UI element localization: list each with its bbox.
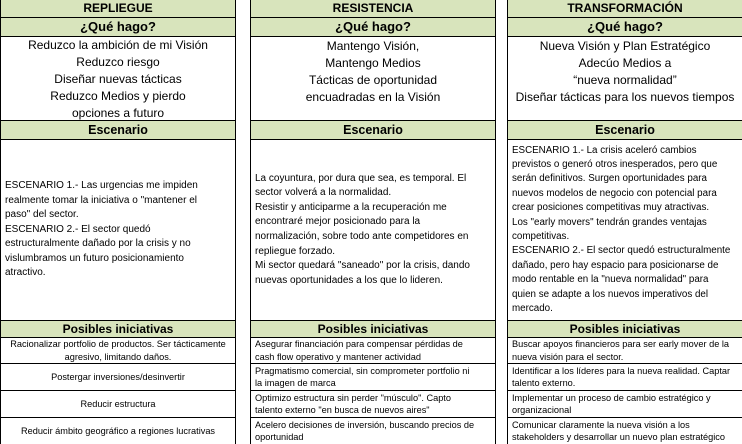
escenario-line: ESCENARIO 2.- El sector quedó (5, 223, 151, 235)
escenario-cell (1, 140, 235, 321)
iniciativa-row (251, 418, 495, 444)
que-hago-cell (1, 37, 235, 121)
iniciativa-line: Reducir ámbito geográfico a regiones lucrativas (20, 425, 216, 436)
que-hago-line: Tácticas de oportunidad (308, 73, 438, 87)
iniciativa-line: oportunidad (255, 432, 304, 442)
escenario-line: atractivo. (5, 267, 46, 279)
iniciativa-row (251, 391, 495, 418)
que-hago-line: Reduzco la ambición de mi Visión (28, 38, 208, 52)
escenario-line: nuevos modelos de negocio con potencial para (512, 187, 717, 199)
que-hago-line: Mantengo Medios (325, 56, 421, 70)
iniciativa-row (508, 418, 742, 444)
que-hago-line: Adecúo Medios a (578, 56, 672, 70)
escenario-line: serán definitivos. Surgen oportunidades para (512, 173, 707, 185)
escenario-line: realmente tomar la iniciativa o "mantener el (5, 194, 197, 206)
column-repliegue (0, 0, 236, 444)
iniciativa-row (251, 364, 495, 391)
escenario-header: Escenario (508, 121, 742, 140)
escenario-line: encontraré mejor posicionado para la (255, 216, 421, 228)
escenario-line: nuevas oportunidades a los que lo lideren. (255, 274, 443, 286)
iniciativa-row (1, 364, 235, 391)
iniciativa-line: Comunicar claramente la nueva visión a los (512, 419, 690, 430)
que-hago-cell (251, 37, 495, 121)
escenario-cell (508, 140, 742, 321)
iniciativa-line: Identificar a los líderes para la nueva realidad. Captar (512, 365, 731, 376)
column-title: TRANSFORMACIÓN (508, 0, 742, 18)
escenario-line: Mi sector quedará "saneado" por la crisis, dando (255, 260, 470, 272)
que-hago-line: Nueva Visión y Plan Estratégico (539, 39, 711, 53)
que-hago-line: “nueva normalidad” (573, 73, 677, 87)
que-hago-line: Reduzco Medios y pierdo (50, 89, 186, 103)
iniciativa-line: Asegurar financiación para compensar pérdidas de (255, 339, 463, 349)
column-resistencia (250, 0, 496, 444)
iniciativa-line: agresivo, limitando daños. (64, 351, 172, 362)
que-hago-header: ¿Qué hago? (251, 18, 495, 37)
iniciativa-row (1, 391, 235, 418)
iniciativa-line: cash flow operativo y mantener actividad (255, 351, 421, 362)
iniciativa-row (1, 338, 235, 364)
escenario-line: dañado, pero hay espacio para posicionarse de (512, 259, 719, 271)
iniciativa-row (508, 391, 742, 418)
iniciativa-line: la imagen de marca (255, 378, 336, 388)
iniciativa-line: Buscar apoyos financieros para ser early mover de la (512, 339, 730, 349)
que-hago-header: ¿Qué hago? (508, 18, 742, 37)
que-hago-line: Mantengo Visión, (326, 39, 420, 53)
escenario-line: ESCENARIO 2.- El sector quedó estructuralmente (512, 245, 731, 257)
iniciativa-line: nueva visión para el sector. (512, 351, 624, 362)
que-hago-cell (508, 37, 742, 121)
iniciativas-header: Posibles iniciativas (251, 321, 495, 338)
iniciativas-header: Posibles iniciativas (1, 321, 235, 338)
escenario-header: Escenario (251, 121, 495, 140)
column-transformacion (507, 0, 742, 444)
escenario-line: Los "early movers" tendrán grandes ventajas (512, 216, 707, 228)
iniciativa-line: talento externo. (512, 378, 576, 388)
escenario-line: vislumbramos un futuro posicionamiento (5, 252, 184, 264)
escenario-cell (251, 140, 495, 321)
escenario-line: ESCENARIO 1.- La crisis aceleró cambios (512, 144, 697, 156)
column-title: RESISTENCIA (251, 0, 495, 18)
iniciativa-line: Implementar un proceso de cambio estratégico y (512, 392, 711, 403)
que-hago-header: ¿Qué hago? (1, 18, 235, 37)
escenario-header: Escenario (1, 121, 235, 140)
iniciativa-line: Postergar inversiones/desinvertir (51, 371, 185, 382)
escenario-line: quien se adapte a los nuevos imperativos del (512, 288, 709, 300)
iniciativa-line: Reducir estructura (80, 398, 156, 409)
iniciativas-header: Posibles iniciativas (508, 321, 742, 338)
escenario-line: Resistir y anticiparme a la recuperación me (255, 201, 447, 213)
escenario-line: previstos o generó otros inesperados, pero que (512, 158, 718, 170)
escenario-line: modo rentable en la "nueva normalidad" para (512, 274, 709, 286)
escenario-line: crear posiciones competitivas muy atractivas. (512, 202, 710, 214)
escenario-line: repliegue forzado. (255, 245, 336, 257)
escenario-line: paso" del sector. (5, 209, 79, 221)
iniciativa-line: organizacional (512, 405, 572, 415)
que-hago-line: Diseñar nuevas tácticas (54, 72, 182, 86)
iniciativa-row (508, 338, 742, 364)
iniciativa-row (1, 418, 235, 444)
iniciativa-line: Acelero decisiones de inversión, buscando precios de (255, 419, 475, 430)
escenario-line: normalización, sobre todo ante competidores en (255, 231, 469, 242)
escenario-line: competitivas. (512, 231, 570, 242)
iniciativa-line: talento externo "en busca de nuevos aires" (255, 405, 430, 415)
escenario-line: mercado. (512, 303, 553, 315)
escenario-line: estructuralmente dañado por la crisis y no (5, 238, 191, 250)
que-hago-line: encuadradas en la Visión (305, 90, 441, 104)
que-hago-line: Reduzco riesgo (76, 55, 160, 69)
que-hago-line: Diseñar tácticas para los nuevos tiempos (515, 90, 735, 104)
iniciativa-row (508, 364, 742, 391)
iniciativa-line: Optimizo estructura sin perder "músculo". Capto (255, 392, 451, 403)
iniciativa-line: stakeholders y desarrollar un nuevo plan estratégico (512, 432, 725, 442)
escenario-line: ESCENARIO 1.- Las urgencias me impiden (5, 179, 198, 191)
que-hago-line: opciones a futuro (71, 106, 165, 120)
escenario-line: sector volverá a la normalidad. (255, 187, 392, 199)
iniciativa-line: Racionalizar portfolio de productos. Ser tácticamente (10, 339, 226, 349)
iniciativa-row (251, 338, 495, 364)
column-title: REPLIEGUE (1, 0, 235, 18)
escenario-line: La coyuntura, por dura que sea, es temporal. El (255, 172, 467, 184)
iniciativa-line: Pragmatismo comercial, sin comprometer portfolio ni (255, 365, 470, 376)
